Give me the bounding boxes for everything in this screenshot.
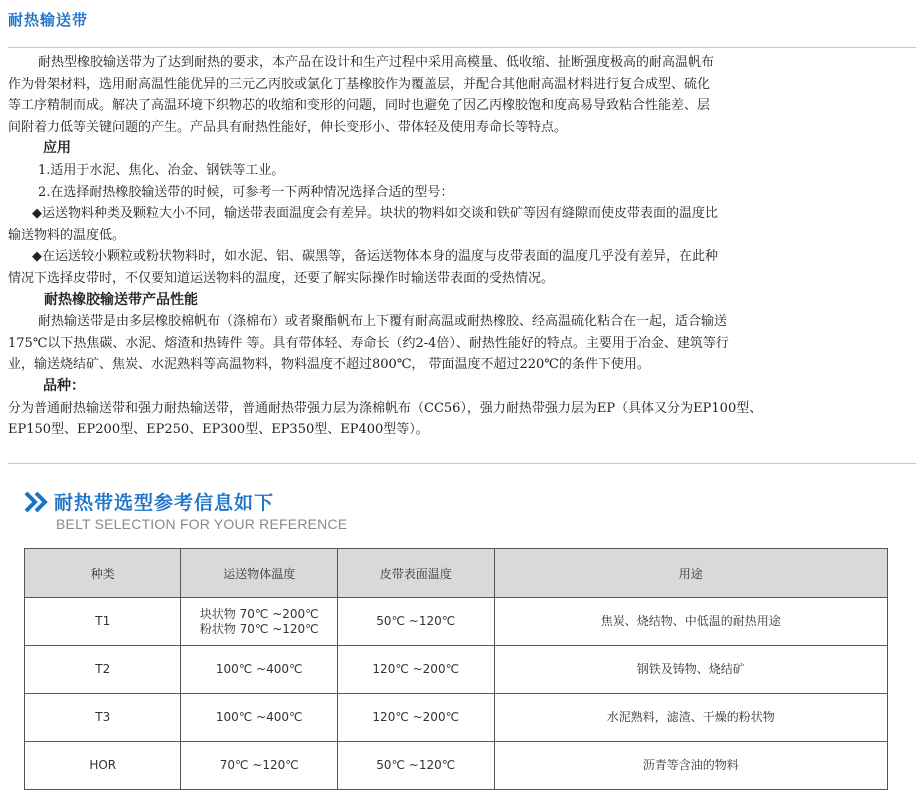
material-temp-line: 块状物 70℃ ~200℃ <box>199 606 319 621</box>
variety-line: EP150型、EP200型、EP250、EP300型、EP350型、EP400型等）。 <box>8 422 429 438</box>
application-item: 2.在选择耐热橡胶输送带的时候，可参考一下两种情况选择合适的型号： <box>38 184 454 200</box>
page-title: 耐热输送带 <box>8 11 89 29</box>
belt-selection-table <box>24 548 888 790</box>
type-cell: T1 <box>25 598 181 646</box>
material-temp-cell: 100℃ ~400℃ <box>181 646 338 694</box>
intro-line: 耐热型橡胶输送带为了达到耐热的要求，本产品在设计和生产过程中采用高模量、低收缩、扯断强度极高的耐高温帆布 <box>38 55 715 70</box>
use-cell: 钢铁及铸物、烧结矿 <box>494 646 887 694</box>
column-header-type: 种类 <box>25 549 181 598</box>
intro-line: 作为骨架材料，选用耐高温性能优异的三元乙丙胶或氯化丁基橡胶作为覆盖层，并配合其他耐高温材料进行复合成型、硫化 <box>8 76 711 92</box>
application-heading: 应用 <box>43 140 71 157</box>
surface-temp-cell: 50℃ ~120℃ <box>337 742 494 790</box>
table-row <box>25 742 888 790</box>
application-item: 1.适用于水泥、焦化、冶金、钢铁等工业。 <box>38 162 285 178</box>
surface-temp-cell: 50℃ ~120℃ <box>337 598 494 646</box>
use-cell: 水泥熟料，滤渣、干燥的粉状物 <box>494 694 887 742</box>
header-divider <box>8 47 916 48</box>
surface-temp-cell: 120℃ ~200℃ <box>337 646 494 694</box>
use-cell: 焦炭、烧结物、中低温的耐热用途 <box>494 598 887 646</box>
variety-heading: 品种： <box>43 377 85 394</box>
performance-line: 业，输送烧结矿、焦炭、水泥熟料等高温物料，物料温度不超过800℃， 带面温度不超过220℃的条件下使用。 <box>8 357 650 373</box>
type-cell: T3 <box>25 694 181 742</box>
bullet-line: ◆运送物料种类及颗粒大小不同，输送带表面温度会有差异。块状的物料如交谈和铁矿等因有缝隙而使皮带表面的温度比 <box>32 206 718 222</box>
performance-heading: 耐热橡胶输送带产品性能 <box>44 291 198 308</box>
bullet-line: ◆在运送较小颗粒或粉状物料时，如水泥、铝、碳黑等，备运送物体本身的温度与皮带表面的温度几乎没有差异，在此种 <box>32 249 718 265</box>
material-temp-cell: 70℃ ~120℃ <box>181 742 338 790</box>
material-temp-cell <box>181 598 338 646</box>
intro-line: 等工序精制而成。解决了高温环境下织物芯的收缩和变形的问题，同时也避免了因乙丙橡胶饱和度高易导致粘合性能差、层 <box>8 98 711 114</box>
type-cell: HOR <box>25 742 181 790</box>
performance-line: 耐热输送带是由多层橡胶棉帆布（涤棉布）或者聚酯帆布上下覆有耐高温或耐热橡胶、经高温硫化粘合在一起，适合输送 <box>38 314 728 330</box>
performance-line: 175℃以下热焦碳、水泥、熔渣和热铸件 等。具有带体轻、寿命长（约2-4倍）、耐热性能好的特点。主要用于冶金、建筑等行 <box>8 335 729 351</box>
product-description <box>8 52 914 441</box>
type-cell: T2 <box>25 646 181 694</box>
double-chevron-right-icon <box>24 491 50 513</box>
bullet-line: 输送物料的温度低。 <box>8 227 126 243</box>
use-cell: 沥青等含油的物料 <box>494 742 887 790</box>
column-header-use: 用途 <box>494 549 887 598</box>
table-row <box>25 694 888 742</box>
column-header-surface-temp: 皮带表面温度 <box>337 549 494 598</box>
material-temp-line: 粉状物 70℃ ~120℃ <box>199 621 319 636</box>
selection-subtitle: BELT SELECTION FOR YOUR REFERENCE <box>56 516 348 532</box>
column-header-material-temp: 运送物体温度 <box>181 549 338 598</box>
bullet-line: 情况下选择皮带时，不仅要知道运送物料的温度，还要了解实际操作时输送带表面的受热情况。 <box>8 270 555 286</box>
section-divider <box>8 463 916 464</box>
intro-line: 间附着力低等关键问题的产生。产品具有耐热性能好，伸长变形小、带体轻及使用寿命长等特点。 <box>8 119 568 135</box>
surface-temp-cell: 120℃ ~200℃ <box>337 694 494 742</box>
selection-title <box>24 488 274 515</box>
material-temp-cell: 100℃ ~400℃ <box>181 694 338 742</box>
variety-line: 分为普通耐热输送带和强力耐热输送带，普通耐热带强力层为涤棉帆布（CC56），强力耐热带强力层为EP（具体又分为EP100型、 <box>8 400 763 416</box>
table-row <box>25 646 888 694</box>
table-header-row <box>25 549 888 598</box>
selection-title-text: 耐热带选型参考信息如下 <box>54 492 275 514</box>
table-row <box>25 598 888 646</box>
